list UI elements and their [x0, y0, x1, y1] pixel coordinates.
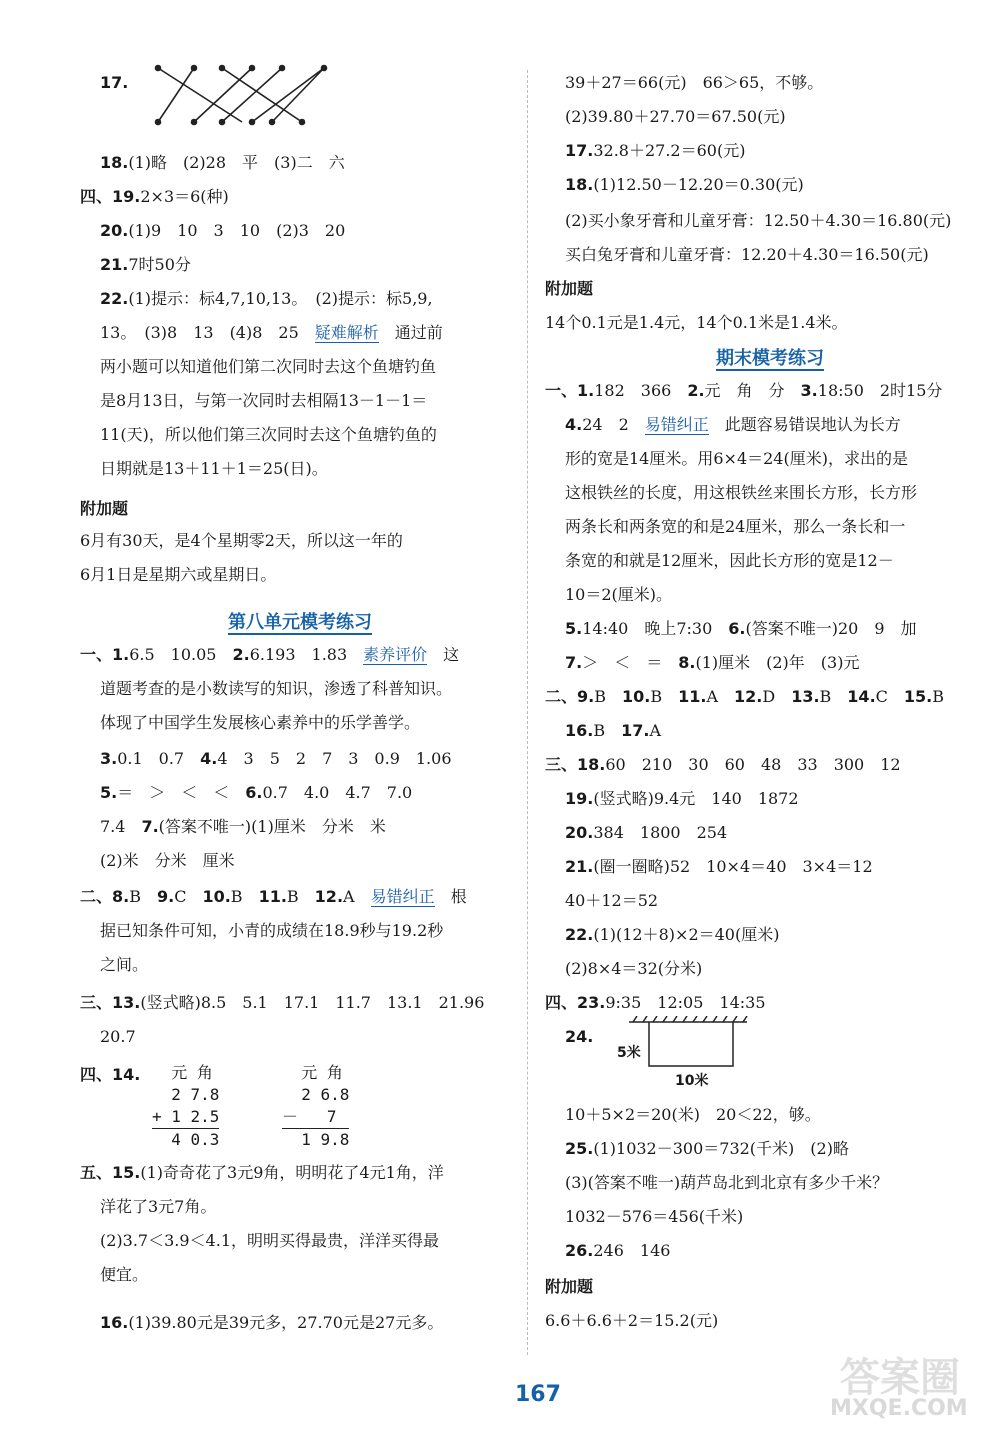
s8: 二、8.B 9.C 10.B 11.B 12.A 易错纠正 根	[80, 887, 467, 906]
r18-line2: (2)买小象牙膏和儿童牙膏：12.50＋4.30＝16.80(元)	[565, 211, 952, 230]
f25-line2: (3)(答案不唯一)葫芦岛北到北京有多少千米？	[565, 1173, 889, 1192]
f24-line2: 10＋5×2＝20(米) 20＜22，够。	[565, 1105, 821, 1124]
r1: 39＋27＝66(元) 66＞65，不够。	[565, 73, 824, 92]
f4-line3: 这根铁丝的长度，用这根铁丝来围长方形，长方形	[565, 483, 918, 502]
f22-line2: (2)8×4＝32(分米)	[565, 959, 703, 978]
q22-line6: 日期就是13＋11＋1＝25(日)。	[100, 459, 328, 478]
f7: 7.＞ ＜ ＝ 8.(1)厘米 (2)年 (3)元	[565, 653, 860, 672]
f16: 16.B 17.A	[565, 721, 662, 740]
s15-line4: 便宜。	[100, 1265, 149, 1284]
s15-line3: (2)3.7＜3.9＜4.1，明明买得最贵，洋洋买得最	[100, 1231, 440, 1250]
f26: 26.246 146	[565, 1241, 671, 1260]
f4-line6: 10＝2(厘米)。	[565, 585, 673, 604]
f20: 20.384 1800 254	[565, 823, 728, 842]
extra-title: 附加题	[80, 499, 129, 518]
extra2-line: 6.6＋6.6＋2＝15.2(元)	[545, 1311, 719, 1330]
page-number: 167	[515, 1382, 561, 1407]
s8-line2: 据已知条件可知，小青的成绩在18.9秒与19.2秒	[100, 921, 444, 940]
label-5m: 5米	[617, 1045, 641, 1061]
extra-right-line: 14个0.1元是1.4元，14个0.1米是1.4米。	[545, 313, 848, 332]
r18-line3: 买白兔牙膏和儿童牙膏：12.20＋4.30＝16.50(元)	[565, 245, 929, 264]
extra2-title: 附加题	[545, 1277, 594, 1296]
q21: 21.7时50分	[100, 255, 191, 274]
q22-line1: 22.(1)提示：标4,7,10,13。 (2)提示：标5,9,	[100, 289, 433, 308]
r17: 17.32.8＋27.2＝60(元)	[565, 141, 746, 160]
f19: 19.(竖式略)9.4元 140 1872	[565, 789, 799, 808]
f5: 5.14:40 晚上7:30 6.(答案不唯一)20 9 加	[565, 619, 917, 638]
column-divider	[527, 70, 528, 1355]
f4-line5: 条宽的和就是12厘米，因此长方形的宽是12－	[565, 551, 894, 570]
s13: 三、13.(竖式略)8.5 5.1 17.1 11.7 13.1 21.96	[80, 993, 485, 1012]
s8-line3: 之间。	[100, 955, 149, 974]
section-title-unit8: 第八单元模考练习	[228, 612, 372, 633]
s13-line2: 20.7	[100, 1027, 136, 1046]
s1-line1: 一、1.6.5 10.05 2.6.193 1.83 素养评价 这	[80, 645, 460, 664]
section-title-final: 期末模考练习	[716, 348, 824, 369]
q22-line5: 11(天)，所以他们第三次同时去这个鱼塘钓鱼的	[100, 425, 437, 444]
f4: 4.24 2 易错纠正 此题容易错误地认为长方	[565, 415, 901, 434]
s16: 16.(1)39.80元是39元多，27.70元是27元多。	[100, 1313, 444, 1332]
q18: 18.(1)略 (2)28 平 (3)二 六	[100, 153, 345, 172]
q17: 17.	[100, 73, 129, 92]
r2: (2)39.80＋27.70＝67.50(元)	[565, 107, 786, 126]
f4-line4: 两条长和两条宽的和是24厘米，那么一条长和一	[565, 517, 906, 536]
error-correction-tag: 易错纠正	[370, 887, 435, 906]
s5: 5.＝ ＞ ＜ ＜ 6.0.7 4.0 4.7 7.0	[100, 783, 413, 802]
f22: 22.(1)(12＋8)×2＝40(厘米)	[565, 925, 780, 944]
extra-title-right: 附加题	[545, 279, 594, 298]
s3: 3.0.1 0.7 4.4 3 5 2 7 3 0.9 1.06	[100, 749, 452, 768]
matching-lines-figure	[152, 60, 342, 130]
s15: 五、15.(1)奇奇花了3元9角，明明花了4元1角，洋	[80, 1163, 444, 1182]
f4-line2: 形的宽是14厘米。用6×4＝24(厘米)，求出的是	[565, 449, 908, 468]
f18: 三、18.60 210 30 60 48 33 300 12	[545, 755, 901, 774]
f24: 24.	[565, 1027, 594, 1046]
extra-line2: 6月1日是星期六或星期日。	[80, 565, 277, 584]
r18: 18.(1)12.50－12.20＝0.30(元)	[565, 175, 804, 194]
error-correction-tag-2: 易错纠正	[644, 415, 709, 434]
q19: 四、19.2×3＝6(种)	[80, 187, 229, 206]
difficulty-analysis-tag: 疑难解析	[314, 323, 379, 342]
watermark-url: MXQE.COM	[830, 1396, 968, 1421]
f25: 25.(1)1032－300＝732(千米) (2)略	[565, 1139, 849, 1158]
s1-line3: 体现了中国学生发展核心素养中的乐学善学。	[100, 713, 421, 732]
vertical-subtraction: 元 角 2 6.8 － 7 1 9.8	[282, 1063, 350, 1149]
watermark-logo: 答案圈	[840, 1355, 960, 1401]
f23: 四、23.9:35 12:05 14:35	[545, 993, 766, 1012]
extra-line1: 6月有30天，是4个星期零2天，所以这一年的	[80, 531, 403, 550]
f21: 21.(圈一圈略)52 10×4＝40 3×4＝12	[565, 857, 873, 876]
q22-line4: 是8月13日，与第一次同时去相隔13－1－1＝	[100, 391, 428, 410]
s14: 四、14.	[80, 1065, 141, 1084]
literacy-evaluation-tag: 素养评价	[363, 645, 428, 664]
label-10m: 10米	[675, 1073, 709, 1089]
f21-line2: 40＋12＝52	[565, 891, 659, 910]
q22-line2: 13。 (3)8 13 (4)8 25 疑难解析 通过前	[100, 323, 443, 342]
q22-line3: 两小题可以知道他们第二次同时去这个鱼塘钓鱼	[100, 357, 437, 376]
s1-line2: 道题考查的是小数读写的知识，渗透了科普知识。	[100, 679, 453, 698]
f1: 一、1.182 366 2.元 角 分 3.18:50 2时15分	[545, 381, 943, 400]
s7-line2: (2)米 分米 厘米	[100, 851, 235, 870]
q20: 20.(1)9 10 3 10 (2)3 20	[100, 221, 346, 240]
f9: 二、9.B 10.B 11.A 12.D 13.B 14.C 15.B	[545, 687, 944, 706]
vertical-addition: 元 角 2 7.8 + 1 2.5 4 0.3	[152, 1063, 220, 1149]
s15-line2: 洋花了3元7角。	[100, 1197, 217, 1216]
s7: 7.4 7.(答案不唯一)(1)厘米 分米 米	[100, 817, 386, 836]
f25-line3: 1032－576＝456(千米)	[565, 1207, 744, 1226]
